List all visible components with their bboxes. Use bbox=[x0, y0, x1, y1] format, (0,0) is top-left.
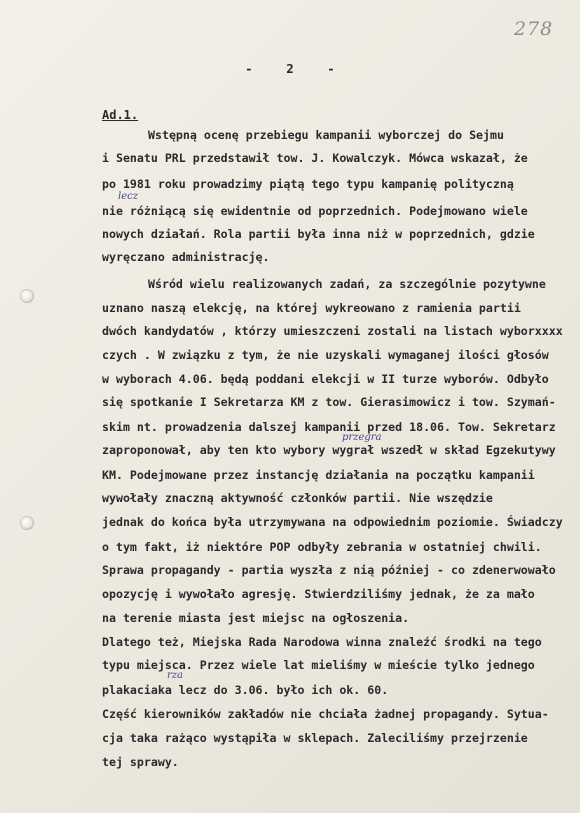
text-line: tej sprawy. bbox=[102, 755, 179, 769]
text-line: wyręczano administrację. bbox=[102, 250, 270, 264]
section-heading: Ad.1. bbox=[102, 108, 139, 122]
text-line: się spotkanie I Sekretarza KM z tow. Gierasimowicz i tow. Szymań- bbox=[102, 395, 556, 409]
text-line: Sprawa propagandy - partia wyszła z nią później - co zdenerwowało bbox=[102, 563, 556, 577]
text-line: dwóch kandydatów , którzy umieszczeni zostali na listach wyborxxxx bbox=[102, 324, 563, 338]
text-line: cja taka rażąco wystąpiła w sklepach. Zaleciliśmy przejrzenie bbox=[102, 731, 528, 745]
text-line: czych . W związku z tym, że nie uzyskali wymaganej ilości głosów bbox=[102, 348, 549, 362]
handwritten-correction-rza: rza bbox=[167, 670, 184, 681]
text-line: i Senatu PRL przedstawił tow. J. Kowalczyk. Mówca wskazał, że bbox=[102, 151, 528, 165]
text-line: KM. Podejmowane przez instancję działania na początku kampanii bbox=[102, 468, 535, 482]
text-line: Część kierowników zakładów nie chciała żadnej propagandy. Sytua- bbox=[102, 707, 549, 721]
text-line: po 1981 roku prowadzimy piątą tego typu kampanię polityczną bbox=[102, 177, 514, 191]
text-line: w wyborach 4.06. będą poddani elekcji w II turze wyborów. Odbyło bbox=[102, 372, 549, 386]
text-line: typu miejsca. Przez wiele lat mieliśmy w mieście tylko jednego bbox=[102, 658, 535, 672]
text-line: nowych działań. Rola partii była inna niż w poprzednich, gdzie bbox=[102, 227, 535, 241]
text-line: na terenie miasta jest miejsc na ogłoszenia. bbox=[102, 611, 410, 625]
text-line: Dlatego też, Miejska Rada Narodowa winna znaleźć środki na tego bbox=[102, 635, 542, 649]
text-line: skim nt. prowadzenia dalszej kampanii przed 18.06. Tow. Sekretarz bbox=[102, 420, 556, 434]
text-line: nie różniącą się ewidentnie od poprzednich. Podejmowano wiele bbox=[102, 204, 528, 218]
text-line: jednak do końca była utrzymywana na odpowiednim poziomie. Świadczy bbox=[102, 515, 563, 529]
text-line: Wstępną ocenę przebiegu kampanii wyborczej do Sejmu bbox=[148, 128, 504, 142]
punch-hole-top bbox=[20, 289, 34, 303]
text-line: plakaciaka lecz do 3.06. było ich ok. 60. bbox=[102, 683, 389, 697]
handwritten-correction-przegra: przegra bbox=[342, 432, 382, 443]
text-line: uznano naszą elekcję, na której wykreowano z ramienia partii bbox=[102, 301, 521, 315]
text-line: opozycję i wywołało agresję. Stwierdziliśmy jednak, że za mało bbox=[102, 587, 535, 601]
page-number: - 2 - bbox=[245, 61, 335, 76]
text-line: Wśród wielu realizowanych zadań, za szczególnie pozytywne bbox=[148, 277, 546, 291]
punch-hole-bottom bbox=[20, 516, 34, 530]
text-line: wywołały znaczną aktywność członków partii. Nie wszędzie bbox=[102, 491, 493, 505]
text-line: o tym fakt, iż niektóre POP odbyły zebrania w ostatniej chwili. bbox=[102, 540, 542, 554]
text-line: zaproponował, aby ten kto wybory wygrał wszedł w skład Egzekutywy bbox=[102, 443, 556, 457]
handwritten-correction-lecz: lecz bbox=[118, 191, 138, 202]
archive-number: 278 bbox=[514, 18, 554, 40]
